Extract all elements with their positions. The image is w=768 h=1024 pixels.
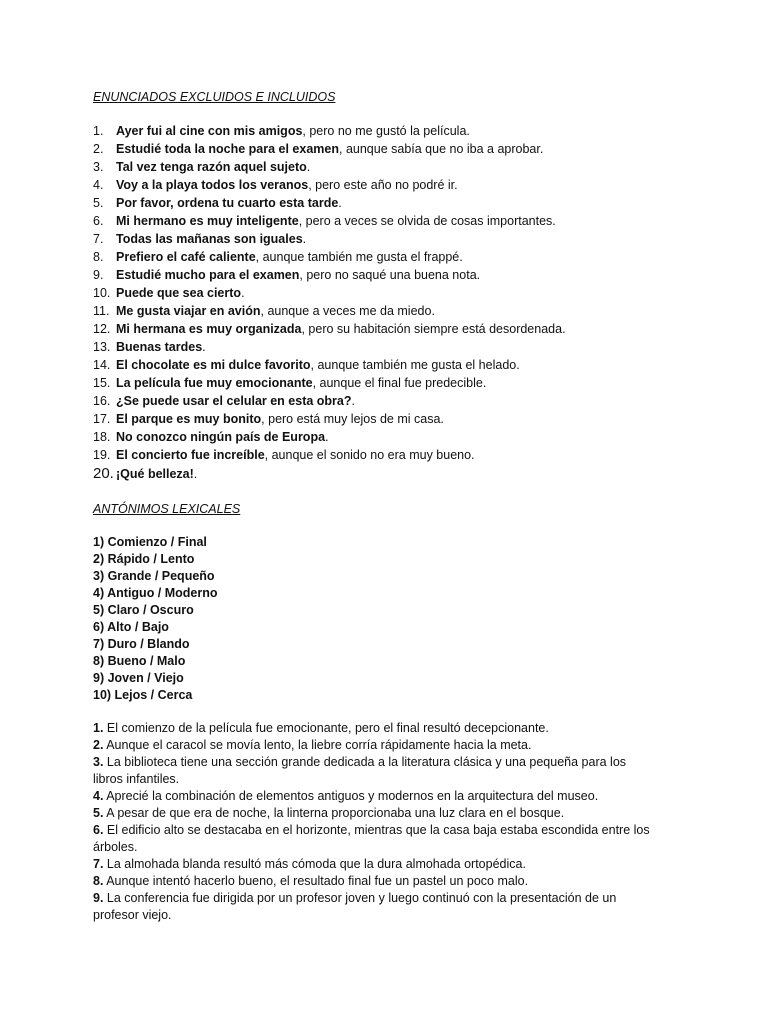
item-bold-text: Voy a la playa todos los veranos (116, 178, 309, 192)
item-number: 9. (93, 268, 104, 282)
item-bold-text: Buenas tardes (116, 340, 203, 354)
item-text (116, 194, 342, 212)
list-item (93, 158, 653, 176)
list-item (93, 302, 653, 320)
example-sentence (93, 856, 653, 873)
list-item (93, 194, 653, 212)
item-rest-text: . (338, 196, 342, 210)
list-item (93, 320, 653, 338)
item-number: 17. (93, 412, 111, 426)
item-text (116, 446, 475, 464)
list-item (93, 212, 653, 230)
item-number: 12. (93, 322, 111, 336)
item-rest-text: . (306, 160, 311, 174)
item-bold-text: Tal vez tenga razón aquel sujeto (116, 160, 307, 174)
item-text (116, 392, 355, 410)
document-page (93, 88, 653, 924)
item-bold-text: Puede que sea cierto (116, 286, 242, 300)
sentence-text: Aprecié la combinación de elementos antiguos y modernos en la arquitectura del museo. (103, 789, 599, 803)
item-number: 13. (93, 340, 111, 354)
sentence-text: El comienzo de la película fue emocionante, pero el final resultó decepcionante. (103, 721, 549, 735)
item-number: 1. (93, 124, 104, 138)
antonym-pair: 1) Comienzo / Final (93, 535, 207, 549)
sentence-number: 1. (93, 721, 104, 735)
antonym-pair: 5) Claro / Oscuro (93, 603, 194, 617)
item-bold-text: El chocolate es mi dulce favorito (116, 358, 311, 372)
antonym-pair: 9) Joven / Viejo (93, 671, 184, 685)
item-rest-text: , pero no saqué una buena nota. (299, 268, 481, 282)
list-item (93, 230, 653, 248)
item-bold-text: Mi hermano es muy inteligente (116, 214, 299, 228)
antonym-pair: 10) Lejos / Cerca (93, 688, 193, 702)
list-item (93, 410, 653, 428)
example-sentence (93, 805, 653, 822)
item-text (116, 428, 329, 446)
item-number: 15. (93, 376, 111, 390)
item-rest-text: . (202, 340, 206, 354)
list-item (93, 464, 653, 484)
item-text (116, 212, 556, 230)
item-text (116, 356, 520, 374)
enunciados-list (93, 122, 653, 484)
item-text (116, 464, 197, 484)
item-number: 10. (93, 286, 111, 300)
sentence-text: La conferencia fue dirigida por un profesor joven y luego continuó con la presentación de un profesor viejo. (93, 891, 617, 922)
example-sentence (93, 754, 653, 788)
item-text (116, 374, 486, 392)
sentence-text: La almohada blanda resultó más cómoda que la dura almohada ortopédica. (103, 857, 526, 871)
item-rest-text: , pero a veces se olvida de cosas importantes. (298, 214, 556, 228)
antonym-pair: 3) Grande / Pequeño (93, 569, 215, 583)
section-heading-enunciados: ENUNCIADOS EXCLUIDOS E INCLUIDOS (93, 90, 336, 104)
item-rest-text: . (193, 467, 198, 481)
sentence-text: A pesar de que era de noche, la linterna proporcionaba una luz clara en el bosque. (103, 806, 565, 820)
item-number: 7. (93, 232, 104, 246)
item-rest-text: . (351, 394, 355, 408)
item-number: 16. (93, 394, 111, 408)
example-sentence (93, 890, 653, 924)
item-number: 20. (93, 465, 114, 482)
item-text (116, 410, 444, 428)
item-bold-text: Estudié mucho para el examen (116, 268, 300, 282)
list-item (93, 266, 653, 284)
antonym-pair: 8) Bueno / Malo (93, 654, 186, 668)
item-text (116, 248, 463, 266)
item-text (116, 122, 470, 140)
item-text (116, 176, 458, 194)
sentence-text: La biblioteca tiene una sección grande dedicada a la literatura clásica y una pequeña para los libros infantiles. (93, 755, 627, 786)
item-bold-text: ¿Se puede usar el celular en esta obra? (116, 394, 352, 408)
list-item (93, 392, 653, 410)
example-sentence (93, 873, 653, 890)
item-bold-text: Por favor, ordena tu cuarto esta tarde (116, 196, 339, 210)
item-rest-text: , aunque a veces me da miedo. (260, 304, 435, 318)
list-item (93, 374, 653, 392)
item-bold-text: Me gusta viajar en avión (116, 304, 261, 318)
item-text (116, 230, 306, 248)
sentences-list (93, 720, 653, 924)
sentence-text: Aunque intentó hacerlo bueno, el resultado final fue un pastel un poco malo. (103, 874, 529, 888)
item-number: 14. (93, 358, 111, 372)
item-bold-text: Todas las mañanas son iguales (116, 232, 303, 246)
sentence-number: 5. (93, 806, 104, 820)
item-bold-text: Estudié toda la noche para el examen (116, 142, 339, 156)
item-bold-text: El parque es muy bonito (116, 412, 262, 426)
antonym-pair: 7) Duro / Blando (93, 637, 190, 651)
item-rest-text: , pero su habitación siempre está desordenada. (301, 322, 566, 336)
item-text (116, 140, 543, 158)
item-bold-text: La película fue muy emocionante (116, 376, 313, 390)
sentence-number: 3. (93, 755, 104, 769)
item-text (116, 338, 206, 356)
item-number: 11. (93, 304, 110, 318)
item-rest-text: , pero este año no podré ir. (308, 178, 458, 192)
sentence-number: 8. (93, 874, 104, 888)
item-bold-text: Ayer fui al cine con mis amigos (116, 124, 303, 138)
item-rest-text: . (241, 286, 245, 300)
item-number: 2. (93, 142, 104, 156)
sentence-number: 2. (93, 738, 104, 752)
item-number: 4. (93, 178, 104, 192)
item-text (116, 302, 435, 320)
item-bold-text: Prefiero el café caliente (116, 250, 256, 264)
sentence-text: El edificio alto se destacaba en el horizonte, mientras que la casa baja estaba escondida entre los árboles. (93, 823, 650, 854)
item-rest-text: , aunque sabía que no iba a aprobar. (339, 142, 544, 156)
item-rest-text: , pero está muy lejos de mi casa. (261, 412, 444, 426)
sentence-number: 4. (93, 789, 104, 803)
item-bold-text: Mi hermana es muy organizada (116, 322, 302, 336)
list-item (93, 140, 653, 158)
example-sentence (93, 822, 653, 856)
item-text (116, 266, 480, 284)
item-bold-text: No conozco ningún país de Europa (116, 430, 326, 444)
sentence-number: 7. (93, 857, 104, 871)
example-sentence (93, 788, 653, 805)
item-number: 5. (93, 196, 104, 210)
list-item (93, 122, 653, 140)
item-rest-text: , aunque el sonido no era muy bueno. (264, 448, 475, 462)
item-rest-text: , pero no me gustó la película. (302, 124, 470, 138)
item-text (116, 158, 310, 176)
item-text (116, 320, 566, 338)
list-item (93, 428, 653, 446)
antonimos-list (93, 534, 653, 704)
list-item (93, 446, 653, 464)
list-item (93, 338, 653, 356)
example-sentence (93, 737, 653, 754)
antonym-pair: 6) Alto / Bajo (93, 620, 169, 634)
item-number: 18. (93, 430, 111, 444)
list-item (93, 176, 653, 194)
item-bold-text: El concierto fue increíble (116, 448, 265, 462)
item-text (116, 284, 245, 302)
antonym-pair: 4) Antiguo / Moderno (93, 586, 218, 600)
item-number: 6. (93, 214, 104, 228)
sentence-number: 9. (93, 891, 104, 905)
list-item (93, 284, 653, 302)
item-number: 19. (93, 448, 111, 462)
item-bold-text: ¡Qué belleza! (116, 467, 194, 481)
section-heading-antonimos: ANTÓNIMOS LEXICALES (93, 502, 241, 516)
item-rest-text: , aunque el final fue predecible. (312, 376, 487, 390)
sentence-text: Aunque el caracol se movía lento, la liebre corría rápidamente hacia la meta. (103, 738, 532, 752)
list-item (93, 356, 653, 374)
item-number: 3. (93, 160, 104, 174)
list-item (93, 248, 653, 266)
item-rest-text: , aunque también me gusta el helado. (310, 358, 520, 372)
item-rest-text: . (325, 430, 329, 444)
item-rest-text: , aunque también me gusta el frappé. (255, 250, 463, 264)
example-sentence (93, 720, 653, 737)
sentence-number: 6. (93, 823, 104, 837)
antonym-pair: 2) Rápido / Lento (93, 552, 195, 566)
item-rest-text: . (302, 232, 307, 246)
item-number: 8. (93, 250, 104, 264)
